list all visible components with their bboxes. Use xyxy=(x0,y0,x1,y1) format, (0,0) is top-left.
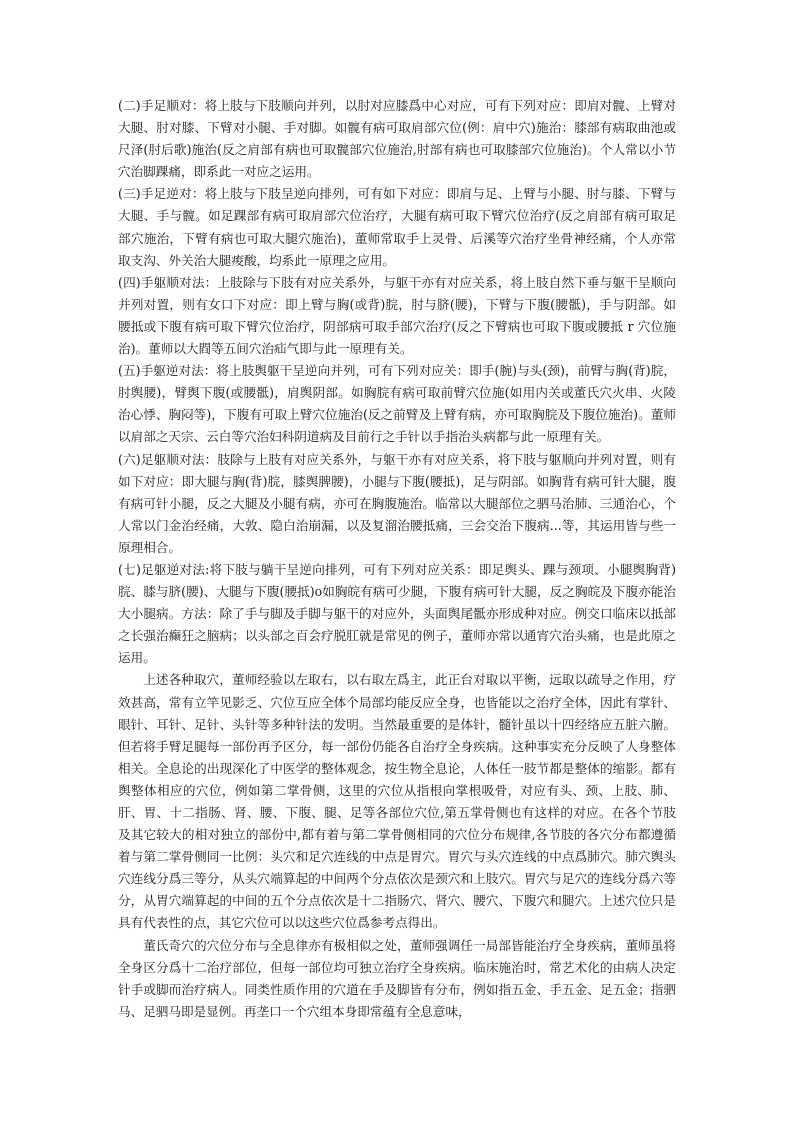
paragraph-foot-trunk-parallel: (六)足躯顺对法：肢除与上肢有对应关系外，与躯干亦有对应关系，将下肢与躯顺向并列对置，则有如下对应：即大腿与胸(背)脘，膝舆脾腰)，小腿与下腹(腰抵)，足与阴部。如胸背有病可针大腿，腹有病可针小腿，反之大腿及小腿有病，亦可在胸腹施治。临常以大腿部位之驷马治肺、三通治心，个人常以门金治经痛，大敦、隐白治崩漏，以及复溜治腰抵痛，三会交治下腹病...等，其运用皆与些一原理相合。 xyxy=(118,451,676,555)
paragraph-hand-foot-reverse: (三)手足逆对：将上肢与下肢呈逆向排列，可有如下对应：即肩与足、上臂与小腿、肘与膝、下臂与大腿、手与髋。如足踝部有病可取肩部穴位治疗，大腿有病可取下臂穴位治疗(反之肩部有病可取足部穴施治，下臂有病也可取大腿穴施治)，董师常取手上灵骨、后溪等穴治疗坐骨神经痛，个人亦常取支沟、外关治大腿痠酸，均系此一原理之应用。 xyxy=(118,186,676,268)
paragraph-foot-trunk-reverse: (七)足躯逆对法:将下肢与躺干呈逆向排列，可有下列对应关系：即足舆头、踝与颈项、小腿舆胸背)脘、膝与脐(腰)、大腿与下腹(腰抵)o如胸皖有病可少腿，下腹有病可针大腿，反之胸皖及下腹亦能治大小腿病。方法：除了手与脚及手脚与躯干的对应外，头面舆尾骶亦形成种对应。例交口临床以抵部之长强治癫狂之脑病；以头部之百会疗脱肛就是常见的例子，董师亦常以通宵穴治头痛，也是此原之运用。 xyxy=(118,561,676,666)
paragraph-holographic-theory: 上述各种取穴，董师经验以左取右，以右取左爲主，此正台对取以平衡，远取以疏导之作用，疗效甚高，常有立竿见影乏、穴位互应全体个局部均能反应全身，也皆能以之治疗全体，因此有掌针、眼针、耳针、足针、头针等多种针法的发明。当然最重要的是体针，髓针虽以十四经络应五脏六腑。但若将手臂足腿每一部份再予区分，每一部份仍能各自治疗全身疾病。这种事实充分反映了人身整体相关。全息论的出现深化了中医学的整体观念，按生物全息论，人体任一肢节都是整体的缩影。都有舆整体相应的穴位，例如第二掌骨侧，这里的穴位从指根向掌根吸骨，对应有头、颈、上肢、肺、肝、胃、十二指肠、肾、腰、下腹、腿、足等各部位穴位,第五掌骨侧也有这样的对应。在各个节肢及其它较大的相对独立的部份中,都有着与第二掌骨侧相同的穴位分布规律,各节肢的各穴分布都遵循着与第二掌骨侧同一比例：头穴和足穴连线的中点是胃穴。胃穴与头穴连线的中点爲肺穴。肺穴舆头穴连线分爲三等分，从头穴端算起的中间两个分点依次是颈穴和上肢穴。胃穴与足穴的连线分爲六等分，从胃穴端算起的中间的五个分点依次是十二指肠穴、肾穴、腰穴、下腹穴和腿穴。上述穴位只是具有代表性的点，其它穴位可以以这些穴位爲参考点得出。 xyxy=(118,672,676,931)
paragraph-hand-foot-parallel: (二)手足顺对：将上肢与下肢顺向并列，以肘对应膝爲中心对应，可有下列对应：即肩对髋、上臂对大腿、肘对膝、下臂对小腿、手对脚。如髋有病可取肩部穴位(例：肩中穴)施治：膝部有病取曲池或尺泽(肘后歌)施治(反之肩部有病也可取髋部穴位施治,肘部有病也可取膝部穴位施治)。个人常以小节穴治脚踝痛，即系此一对应之运用。 xyxy=(118,98,676,180)
document-body xyxy=(118,95,676,1023)
paragraph-hand-trunk-parallel: (四)手躯顺对法：上肢除与下肢有对应关系外，与躯干亦有对应关系，将上肢自然下垂与躯干呈顺向并列对置，则有女口下对应：即上臂与胸(或背)脘，肘与脐(腰)，下臂与下腹(腰骶)，手与阴部。如腰抵或下腹有病可取下臂穴位治疗，阴部病可取手部穴治疗(反之下臂病也可取下腹或腰抵 r 穴位施治)。董师以大閰等五间穴治疝气即与此一原理有关。 xyxy=(118,274,676,357)
paragraph-dong-points: 董氏奇穴的穴位分布与全息律亦有极相似之处，董师强调任一局部皆能治疗全身疾病，董师虽将全身区分爲十二治疗部位，但每一部位均可独立治疗全身疾病。临床施治时，常艺术化的由病人决定针手或脚而治疗病人。同类性质作用的穴道在手及脚皆有分布，例如指五金、手五金、足五金；指驷马、足驷马即是显例。再垄口一个穴组本身即常蕴有全息意味， xyxy=(118,937,676,1019)
paragraph-hand-trunk-reverse: (五)手躯逆对法：将上肢舆躯干呈逆向并列，可有下列对应关：即手(腕)与头(颈)，前臂与胸(背)脘，肘舆腰)，臂舆下腹(或腰骶)，肩舆阴部。如胸脘有病可取前臂穴位施(如用内关或董氏穴火串、火陵治心悸、胸闷等)，下腹有可取上臂穴位施治(反之前臂及上臂有病，亦可取胸脘及下腹位施治)。董师以肩部之天宗、云白等穴治妇科阴道病及目前行之手针以手指治头病都与此一原理有关。 xyxy=(118,363,676,445)
